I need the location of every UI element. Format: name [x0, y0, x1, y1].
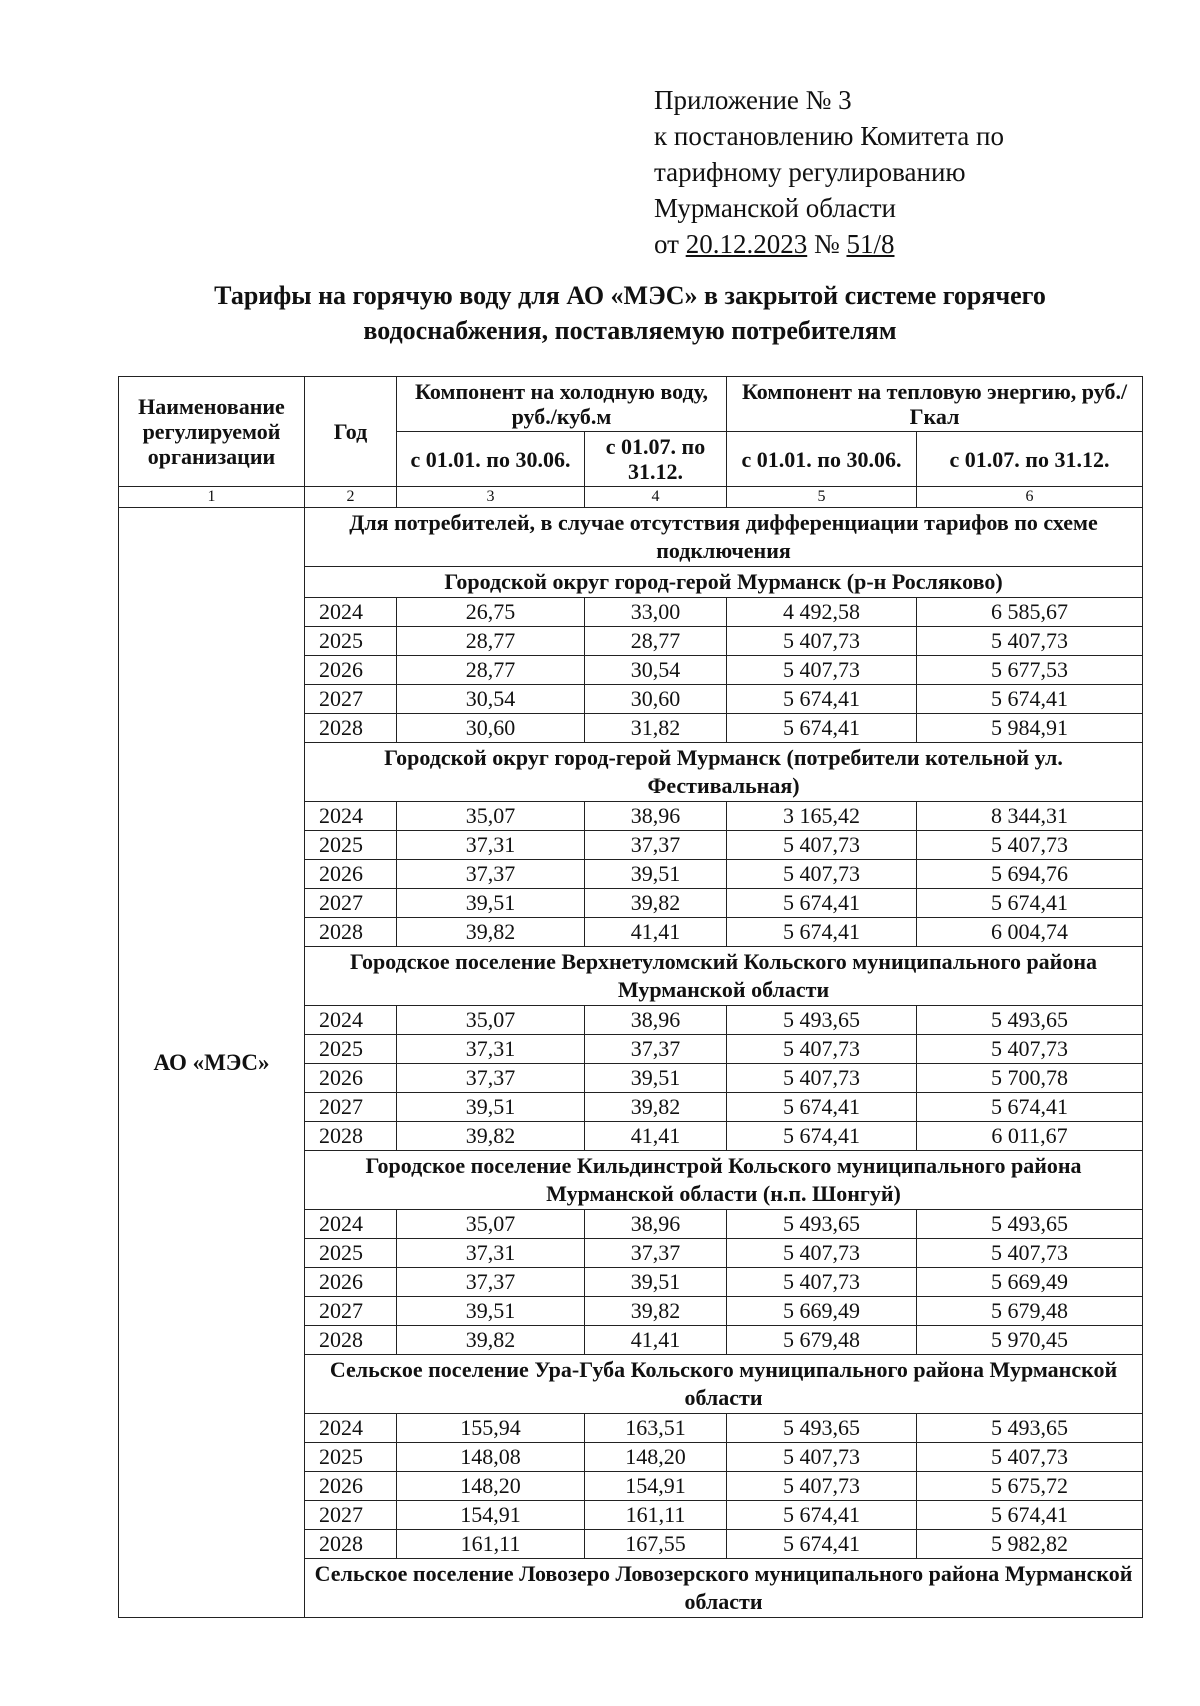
attachment-line: Мурманской области — [654, 193, 896, 223]
heat-period-2-cell: 5 407,73 — [917, 831, 1143, 860]
attachment-line: к постановлению Комитета по — [654, 121, 1004, 151]
tariff-table — [118, 376, 1143, 1618]
year-cell: 2028 — [305, 1326, 397, 1355]
cold-period-1-cell: 155,94 — [397, 1414, 585, 1443]
cold-period-1-cell: 37,37 — [397, 1064, 585, 1093]
header-heat-period-1: с 01.01. по 30.06. — [727, 432, 917, 487]
section-name: Городской округ город-герой Мурманск (потребители котельной ул. Фестивальная) — [305, 743, 1143, 802]
header-year: Год — [305, 377, 397, 487]
heat-period-1-cell: 5 407,73 — [727, 1443, 917, 1472]
cold-period-2-cell: 161,11 — [585, 1501, 727, 1530]
year-cell: 2025 — [305, 627, 397, 656]
cold-period-2-cell: 154,91 — [585, 1472, 727, 1501]
title-line: Тарифы на горячую воду для АО «МЭС» в закрытой системе горячего — [214, 281, 1046, 310]
attachment-date-line — [654, 226, 1004, 262]
organization-name: АО «МЭС» — [119, 508, 305, 1618]
heat-period-2-cell: 5 970,45 — [917, 1326, 1143, 1355]
cold-period-1-cell: 37,31 — [397, 1239, 585, 1268]
cold-period-2-cell: 30,60 — [585, 685, 727, 714]
heat-period-2-cell: 5 674,41 — [917, 1093, 1143, 1122]
cold-period-1-cell: 37,37 — [397, 1268, 585, 1297]
heat-period-1-cell: 5 674,41 — [727, 1530, 917, 1559]
cold-period-2-cell: 41,41 — [585, 1326, 727, 1355]
column-number: 3 — [397, 487, 585, 508]
year-cell: 2026 — [305, 1064, 397, 1093]
cold-period-1-cell: 154,91 — [397, 1501, 585, 1530]
cold-period-1-cell: 35,07 — [397, 1006, 585, 1035]
year-cell: 2026 — [305, 860, 397, 889]
heat-period-1-cell: 5 407,73 — [727, 1472, 917, 1501]
cold-period-1-cell: 39,51 — [397, 1297, 585, 1326]
year-cell: 2025 — [305, 1443, 397, 1472]
heat-period-2-cell: 5 677,53 — [917, 656, 1143, 685]
heat-period-2-cell: 5 984,91 — [917, 714, 1143, 743]
year-cell: 2026 — [305, 656, 397, 685]
cold-period-2-cell: 30,54 — [585, 656, 727, 685]
heat-period-2-cell: 6 004,74 — [917, 918, 1143, 947]
heat-period-1-cell: 5 674,41 — [727, 1093, 917, 1122]
heat-period-2-cell: 5 675,72 — [917, 1472, 1143, 1501]
attachment-line: Приложение № 3 — [654, 85, 852, 115]
heat-period-2-cell: 5 493,65 — [917, 1210, 1143, 1239]
heat-period-2-cell: 6 585,67 — [917, 598, 1143, 627]
year-cell: 2027 — [305, 1297, 397, 1326]
heat-period-2-cell: 5 407,73 — [917, 1443, 1143, 1472]
heat-period-1-cell: 5 674,41 — [727, 714, 917, 743]
header-heat-period-2: с 01.07. по 31.12. — [917, 432, 1143, 487]
year-cell: 2028 — [305, 918, 397, 947]
year-cell: 2025 — [305, 831, 397, 860]
year-cell: 2026 — [305, 1472, 397, 1501]
decree-number: 51/8 — [846, 229, 895, 259]
heat-period-2-cell: 5 493,65 — [917, 1006, 1143, 1035]
year-cell: 2024 — [305, 1006, 397, 1035]
decree-date: 20.12.2023 — [685, 229, 808, 259]
cold-period-1-cell: 30,54 — [397, 685, 585, 714]
cold-period-2-cell: 31,82 — [585, 714, 727, 743]
cold-period-1-cell: 26,75 — [397, 598, 585, 627]
heat-period-1-cell: 5 493,65 — [727, 1210, 917, 1239]
heat-period-1-cell: 5 674,41 — [727, 1122, 917, 1151]
year-cell: 2027 — [305, 685, 397, 714]
cold-period-1-cell: 37,31 — [397, 1035, 585, 1064]
section-name: Сельское поселение Ура-Губа Кольского муниципального района Мурманской области — [305, 1355, 1143, 1414]
section-name: Сельское поселение Ловозеро Ловозерского муниципального района Мурманской области — [305, 1559, 1143, 1618]
header-cold-period-1: с 01.01. по 30.06. — [397, 432, 585, 487]
year-cell: 2028 — [305, 1530, 397, 1559]
cold-period-1-cell: 35,07 — [397, 802, 585, 831]
heat-period-2-cell: 5 674,41 — [917, 889, 1143, 918]
heat-period-1-cell: 5 407,73 — [727, 1239, 917, 1268]
cold-period-1-cell: 39,82 — [397, 1326, 585, 1355]
heat-period-1-cell: 4 492,58 — [727, 598, 917, 627]
attachment-block — [654, 82, 1004, 262]
cold-period-2-cell: 39,51 — [585, 1064, 727, 1093]
section-name: Городское поселение Кильдинстрой Кольского муниципального района Мурманской области (н.п. Шонгуй) — [305, 1151, 1143, 1210]
column-numbers-row — [119, 487, 1143, 508]
cold-period-2-cell: 148,20 — [585, 1443, 727, 1472]
column-number: 1 — [119, 487, 305, 508]
heat-period-1-cell: 5 674,41 — [727, 918, 917, 947]
cold-period-2-cell: 163,51 — [585, 1414, 727, 1443]
header-cold-period-2: с 01.07. по 31.12. — [585, 432, 727, 487]
general-note-row — [119, 508, 1143, 567]
cold-period-1-cell: 39,51 — [397, 889, 585, 918]
date-prefix: от — [654, 229, 679, 259]
title-line: водоснабжения, поставляемую потребителям — [363, 316, 897, 345]
year-cell: 2024 — [305, 598, 397, 627]
header-org: Наименование регулируемой организации — [119, 377, 305, 487]
column-number: 2 — [305, 487, 397, 508]
heat-period-2-cell: 5 674,41 — [917, 685, 1143, 714]
year-cell: 2025 — [305, 1239, 397, 1268]
heat-period-1-cell: 5 674,41 — [727, 1501, 917, 1530]
year-cell: 2024 — [305, 802, 397, 831]
attachment-line: тарифному регулированию — [654, 157, 966, 187]
heat-period-1-cell: 5 407,73 — [727, 627, 917, 656]
heat-period-1-cell: 5 669,49 — [727, 1297, 917, 1326]
cold-period-2-cell: 37,37 — [585, 1035, 727, 1064]
cold-period-2-cell: 38,96 — [585, 1006, 727, 1035]
heat-period-1-cell: 5 679,48 — [727, 1326, 917, 1355]
cold-period-1-cell: 161,11 — [397, 1530, 585, 1559]
heat-period-2-cell: 5 700,78 — [917, 1064, 1143, 1093]
heat-period-1-cell: 5 407,73 — [727, 1035, 917, 1064]
cold-period-1-cell: 39,51 — [397, 1093, 585, 1122]
heat-period-1-cell: 5 407,73 — [727, 831, 917, 860]
column-number: 4 — [585, 487, 727, 508]
heat-period-1-cell: 5 407,73 — [727, 1268, 917, 1297]
cold-period-2-cell: 39,82 — [585, 889, 727, 918]
year-cell: 2025 — [305, 1035, 397, 1064]
heat-period-2-cell: 5 982,82 — [917, 1530, 1143, 1559]
cold-period-2-cell: 28,77 — [585, 627, 727, 656]
column-number: 5 — [727, 487, 917, 508]
year-cell: 2027 — [305, 1093, 397, 1122]
heat-period-1-cell: 3 165,42 — [727, 802, 917, 831]
cold-period-2-cell: 38,96 — [585, 1210, 727, 1239]
cold-period-1-cell: 148,20 — [397, 1472, 585, 1501]
general-note: Для потребителей, в случае отсутствия дифференциации тарифов по схеме подключения — [305, 508, 1143, 567]
year-cell: 2026 — [305, 1268, 397, 1297]
cold-period-2-cell: 39,82 — [585, 1093, 727, 1122]
cold-period-2-cell: 37,37 — [585, 1239, 727, 1268]
heat-period-2-cell: 5 669,49 — [917, 1268, 1143, 1297]
header-heat-component: Компонент на тепловую энергию, руб./Гкал — [727, 377, 1143, 432]
heat-period-2-cell: 5 407,73 — [917, 1035, 1143, 1064]
year-cell: 2027 — [305, 1501, 397, 1530]
cold-period-1-cell: 148,08 — [397, 1443, 585, 1472]
heat-period-1-cell: 5 407,73 — [727, 656, 917, 685]
heat-period-2-cell: 5 674,41 — [917, 1501, 1143, 1530]
year-cell: 2027 — [305, 889, 397, 918]
section-name: Городское поселение Верхнетуломский Кольского муниципального района Мурманской области — [305, 947, 1143, 1006]
cold-period-2-cell: 39,51 — [585, 1268, 727, 1297]
cold-period-2-cell: 167,55 — [585, 1530, 727, 1559]
cold-period-1-cell: 37,31 — [397, 831, 585, 860]
heat-period-2-cell: 5 407,73 — [917, 1239, 1143, 1268]
cold-period-2-cell: 39,82 — [585, 1297, 727, 1326]
document-title — [110, 278, 1150, 348]
cold-period-2-cell: 38,96 — [585, 802, 727, 831]
cold-period-1-cell: 30,60 — [397, 714, 585, 743]
cold-period-2-cell: 33,00 — [585, 598, 727, 627]
cold-period-1-cell: 37,37 — [397, 860, 585, 889]
heat-period-2-cell: 8 344,31 — [917, 802, 1143, 831]
section-name: Городской округ город-герой Мурманск (р-н Росляково) — [305, 567, 1143, 598]
heat-period-1-cell: 5 493,65 — [727, 1414, 917, 1443]
cold-period-1-cell: 39,82 — [397, 1122, 585, 1151]
heat-period-1-cell: 5 407,73 — [727, 1064, 917, 1093]
heat-period-1-cell: 5 674,41 — [727, 889, 917, 918]
header-row — [119, 377, 1143, 432]
cold-period-1-cell: 28,77 — [397, 627, 585, 656]
year-cell: 2028 — [305, 1122, 397, 1151]
year-cell: 2028 — [305, 714, 397, 743]
heat-period-2-cell: 5 694,76 — [917, 860, 1143, 889]
header-cold-component: Компонент на холодную воду, руб./куб.м — [397, 377, 727, 432]
heat-period-2-cell: 5 493,65 — [917, 1414, 1143, 1443]
cold-period-1-cell: 35,07 — [397, 1210, 585, 1239]
column-number: 6 — [917, 487, 1143, 508]
cold-period-2-cell: 37,37 — [585, 831, 727, 860]
cold-period-1-cell: 28,77 — [397, 656, 585, 685]
cold-period-2-cell: 39,51 — [585, 860, 727, 889]
heat-period-1-cell: 5 493,65 — [727, 1006, 917, 1035]
cold-period-1-cell: 39,82 — [397, 918, 585, 947]
cold-period-2-cell: 41,41 — [585, 918, 727, 947]
heat-period-1-cell: 5 407,73 — [727, 860, 917, 889]
heat-period-2-cell: 5 679,48 — [917, 1297, 1143, 1326]
heat-period-1-cell: 5 674,41 — [727, 685, 917, 714]
cold-period-2-cell: 41,41 — [585, 1122, 727, 1151]
heat-period-2-cell: 5 407,73 — [917, 627, 1143, 656]
heat-period-2-cell: 6 011,67 — [917, 1122, 1143, 1151]
year-cell: 2024 — [305, 1414, 397, 1443]
number-sign: № — [813, 229, 840, 259]
year-cell: 2024 — [305, 1210, 397, 1239]
